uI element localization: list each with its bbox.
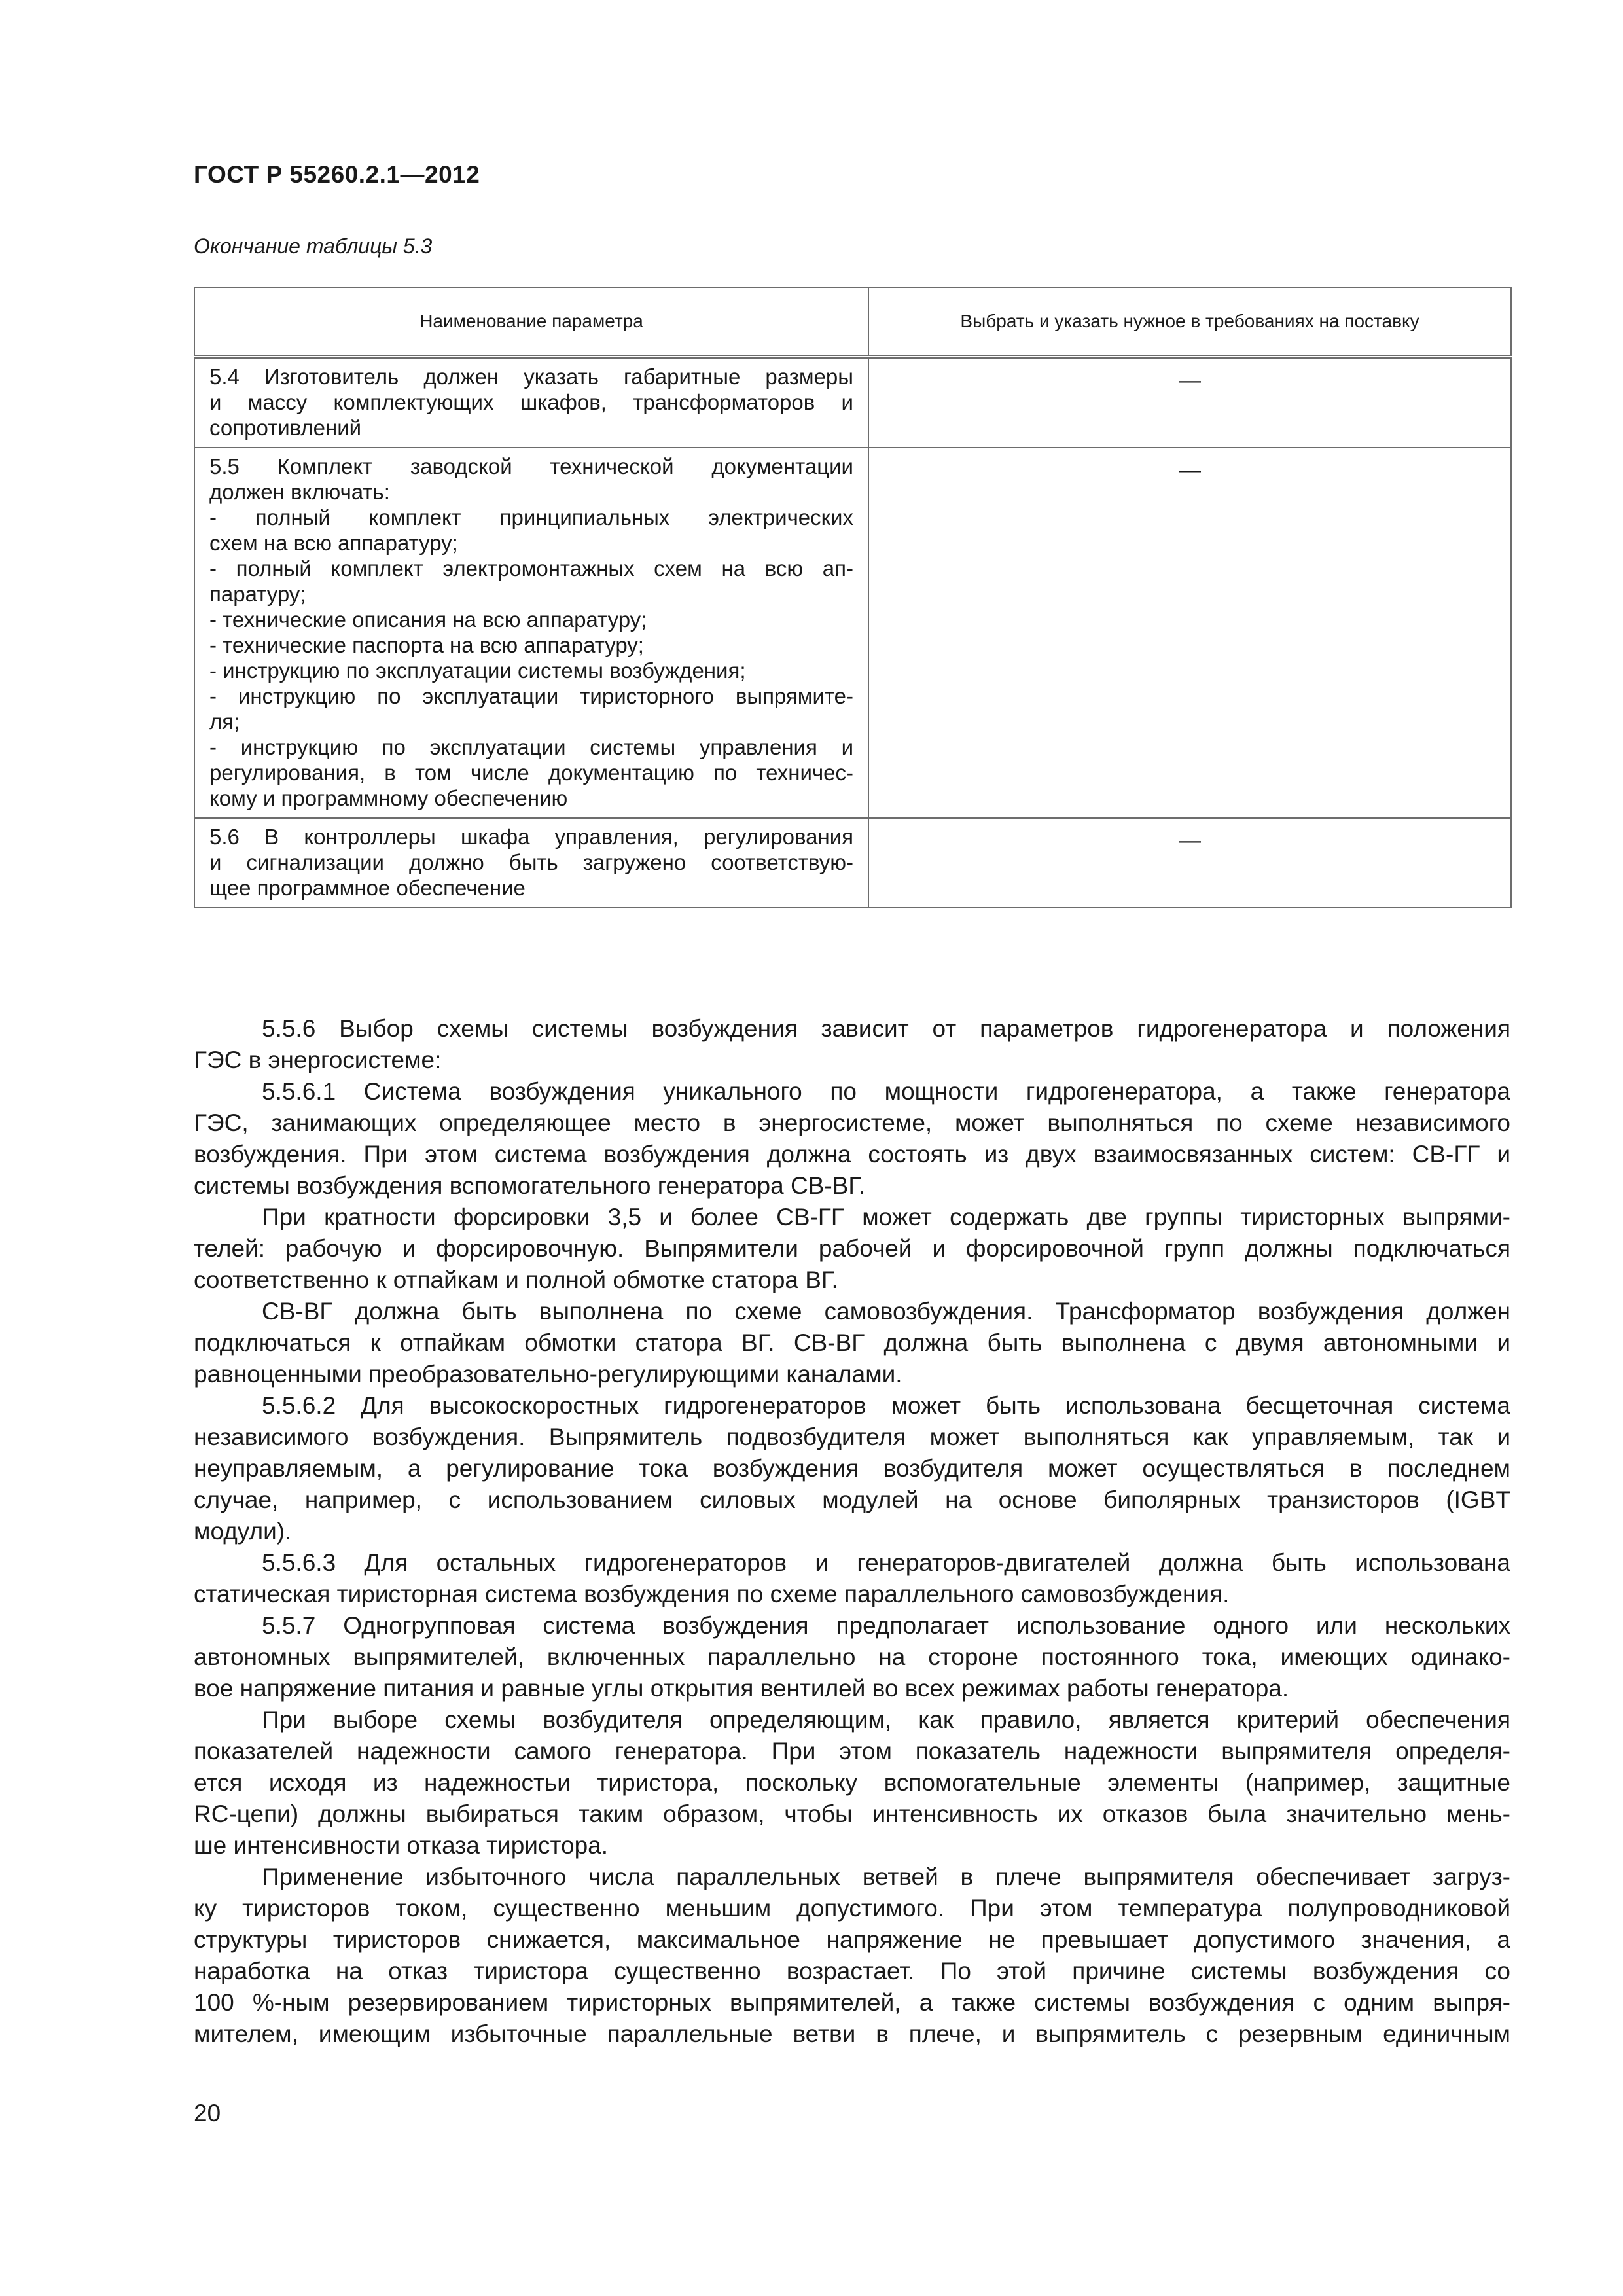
requirement-cell: —: [868, 818, 1511, 908]
requirement-cell: —: [868, 448, 1511, 818]
table-row: [194, 448, 1511, 818]
cell-line: регулирования, в том числе документацию по техничес-: [209, 761, 853, 785]
text-line: Применение избыточного числа параллельных ветвей в плече выпрямителя обеспечивает загруз-: [262, 1863, 1510, 1890]
cell-line: - полный комплект принципиальных электрических: [209, 505, 853, 529]
cell-line: и сигнализации должно быть загружено соответствую-: [209, 850, 853, 874]
text-line: системы возбуждения вспомогательного генератора СВ-ВГ.: [194, 1172, 866, 1199]
text-line: СВ-ВГ должна быть выполнена по схеме самовозбуждения. Трансформатор возбуждения должен: [262, 1298, 1510, 1325]
text-line: 5.5.6.1 Система возбуждения уникального по мощности гидрогенератора, а также генератора: [262, 1078, 1510, 1105]
parameter-cell: [194, 818, 868, 908]
cell-line: 5.6 В контроллеры шкафа управления, регулирования: [209, 825, 853, 849]
cell-line: - полный комплект электромонтажных схем на всю ап-: [209, 556, 853, 581]
cell-line: 5.4 Изготовитель должен указать габаритные размеры: [209, 365, 853, 389]
text-line: При выборе схемы возбудителя определяющим, как правило, является критерий обеспечения: [262, 1706, 1510, 1733]
cell-line: 5.5 Комплект заводской технической документации: [209, 454, 853, 478]
text-line: ГЭС в энергосистеме:: [194, 1047, 442, 1073]
text-line: ется исходя из надежностьи тиристора, поскольку вспомогательные элементы (например, защитные: [194, 1769, 1510, 1796]
text-line: 5.5.7 Одногрупповая система возбуждения предполагает использование одного или нескольких: [262, 1612, 1510, 1639]
cell-line: кому и программному обеспечению: [209, 786, 568, 810]
cell-line: сопротивлений: [209, 416, 362, 440]
cell-line: паратуру;: [209, 582, 306, 606]
cell-line: схем на всю аппаратуру;: [209, 531, 458, 555]
text-line: ку тиристоров током, существенно меньшим допустимого. При этом температура полупроводниковой: [194, 1895, 1510, 1922]
text-line: структуры тиристоров снижается, максимальное напряжение не превышает допустимого значения, а: [194, 1926, 1510, 1953]
text-line: показателей надежности самого генератора. При этом показатель надежности выпрямителя определя-: [194, 1738, 1510, 1765]
table-caption: Окончание таблицы 5.3: [194, 234, 433, 258]
cell-line: - технические описания на всю аппаратуру;: [209, 607, 647, 632]
cell-line: - инструкцию по эксплуатации системы возбуждения;: [209, 658, 746, 683]
standard-designation: ГОСТ Р 55260.2.1—2012: [194, 161, 480, 188]
cell-line: - инструкцию по эксплуатации системы управления и: [209, 735, 853, 759]
page-number: 20: [194, 2100, 221, 2126]
parameters-table: [194, 287, 1512, 908]
text-line: соответственно к отпайкам и полной обмотке статора ВГ.: [194, 1266, 838, 1293]
text-line: модули).: [194, 1518, 292, 1545]
text-line: возбуждения. При этом система возбуждения должна состоять из двух взаимосвязанных систем: СВ-ГГ и: [194, 1141, 1510, 1168]
table-header-row: [194, 287, 1511, 357]
cell-line: и массу комплектующих шкафов, трансформаторов и: [209, 390, 853, 414]
cell-line: ля;: [209, 709, 240, 734]
text-line: случае, например, с использованием силовых модулей на основе биполярных транзисторов (IGBT: [194, 1486, 1510, 1513]
text-line: телей: рабочую и форсировочную. Выпрямители рабочей и форсировочной групп должны подключаться: [194, 1235, 1510, 1262]
parameter-cell: [194, 357, 868, 448]
cell-line: - технические паспорта на всю аппаратуру;: [209, 633, 644, 657]
cell-line: должен включать:: [209, 480, 390, 504]
text-line: 5.5.6.2 Для высокоскоростных гидрогенераторов может быть использована бесщеточная система: [262, 1392, 1510, 1419]
text-line: ше интенсивности отказа тиристора.: [194, 1832, 609, 1859]
text-line: независимого возбуждения. Выпрямитель подвозбудителя может выполняться как управляемым, так и: [194, 1424, 1510, 1450]
text-line: автономных выпрямителей, включенных параллельно на стороне постоянного тока, имеющих одинако-: [194, 1643, 1510, 1670]
cell-line: щее программное обеспечение: [209, 876, 526, 900]
cell-line: - инструкцию по эксплуатации тиристорного выпрямите-: [209, 684, 853, 708]
column-header-requirement: Выбрать и указать нужное в требованиях на поставку: [868, 287, 1511, 357]
text-line: равноценными преобразовательно-регулирующими каналами.: [194, 1361, 902, 1388]
text-line: мителем, имеющим избыточные параллельные ветви в плече, и выпрямитель с резервным единичным: [194, 2020, 1510, 2047]
text-line: неуправляемым, а регулирование тока возбуждения возбудителя может осуществляться в последнем: [194, 1455, 1510, 1482]
body-text: [194, 1013, 1510, 2050]
column-header-parameter: Наименование параметра: [194, 287, 868, 357]
text-line: подключаться к отпайкам обмотки статора ВГ. СВ-ВГ должна быть выполнена с двумя автономными и: [194, 1329, 1510, 1356]
parameter-cell: [194, 448, 868, 818]
text-line: При кратности форсировки 3,5 и более СВ-ГГ может содержать две группы тиристорных выпрями-: [262, 1204, 1510, 1230]
text-line: ГЭС, занимающих определяющее место в энергосистеме, может выполняться по схеме независимого: [194, 1109, 1510, 1136]
requirement-cell: —: [868, 357, 1511, 448]
text-line: 100 %-ным резервированием тиристорных выпрямителей, а также системы возбуждения с одним выпря-: [194, 1989, 1510, 2016]
text-line: 5.5.6.3 Для остальных гидрогенераторов и генераторов-двигателей должна быть использована: [262, 1549, 1510, 1576]
table-row: [194, 818, 1511, 908]
text-line: наработка на отказ тиристора существенно возрастает. По этой причине системы возбуждения со: [194, 1958, 1510, 1984]
text-line: RC-цепи) должны выбираться таким образом, чтобы интенсивность их отказов была значительно мень-: [194, 1801, 1510, 1827]
text-line: статическая тиристорная система возбуждения по схеме параллельного самовозбуждения.: [194, 1581, 1230, 1607]
text-line: 5.5.6 Выбор схемы системы возбуждения зависит от параметров гидрогенератора и положения: [262, 1015, 1510, 1042]
text-line: вое напряжение питания и равные углы открытия вентилей во всех режимах работы генератора.: [194, 1675, 1289, 1702]
table-row: [194, 357, 1511, 448]
